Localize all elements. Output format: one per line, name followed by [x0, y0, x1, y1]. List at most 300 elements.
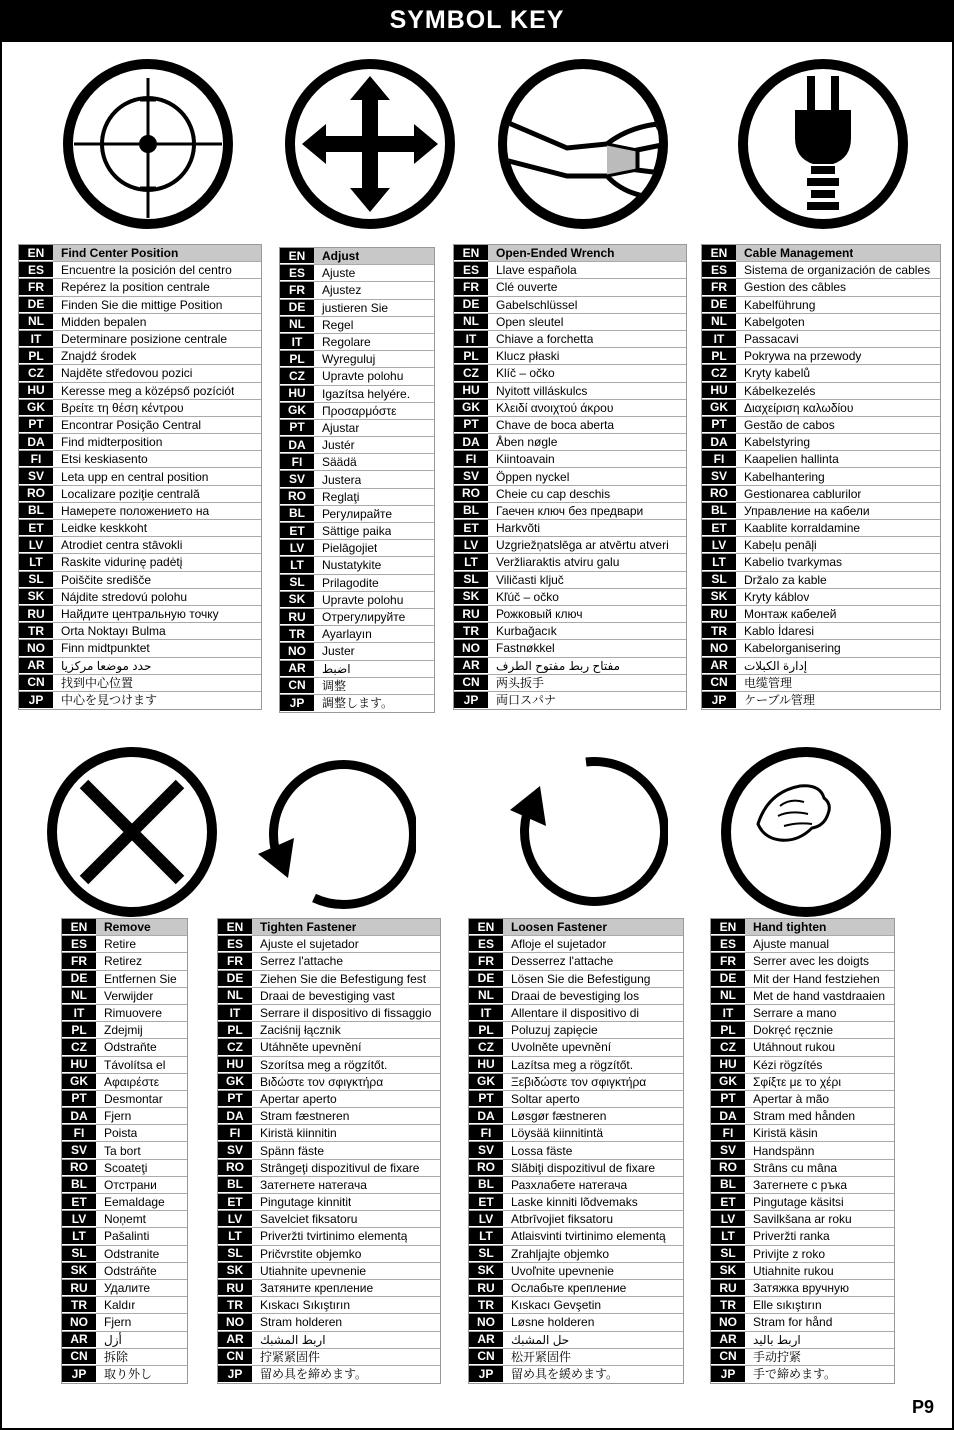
language-code: RU	[711, 1280, 745, 1296]
translation-text: Serrare a mano	[753, 1006, 837, 1021]
translation-text: Loosen Fastener	[511, 920, 608, 935]
table-row	[454, 520, 686, 537]
table-row	[280, 678, 434, 695]
translation-text: Držalo za kable	[744, 572, 827, 587]
language-code: SK	[62, 1263, 96, 1279]
language-code: GK	[454, 400, 488, 416]
language-code: SK	[702, 589, 736, 605]
language-code: HU	[454, 383, 488, 399]
table-row	[218, 1314, 440, 1331]
language-code: DE	[280, 300, 314, 316]
language-code: FI	[19, 451, 53, 467]
language-code: TR	[711, 1297, 745, 1313]
table-row	[62, 1022, 187, 1039]
table-row	[702, 434, 940, 451]
table-row	[711, 1057, 894, 1074]
language-code: FI	[469, 1125, 503, 1141]
language-code: FR	[280, 282, 314, 298]
table-row	[711, 1039, 894, 1056]
language-code: GK	[711, 1074, 745, 1090]
crosshair-icon	[62, 58, 234, 230]
translation-text: Προσαρμόστε	[322, 403, 397, 418]
table-row	[469, 1039, 683, 1056]
table-row	[454, 279, 686, 296]
translation-text: Laske kinniti lõdvemaks	[511, 1195, 638, 1210]
language-code: PL	[469, 1022, 503, 1038]
table-row	[702, 537, 940, 554]
table-row	[19, 383, 261, 400]
table-row	[469, 1280, 683, 1297]
translation-text: Odstráňte	[104, 1263, 157, 1278]
translation-text: Afloje el sujetador	[511, 937, 607, 952]
table-row	[469, 1332, 683, 1349]
language-code: FR	[702, 279, 736, 295]
language-code: CZ	[711, 1039, 745, 1055]
table-row	[702, 331, 940, 348]
table-row	[711, 1160, 894, 1177]
language-code: LT	[702, 554, 736, 570]
table-row	[702, 279, 940, 296]
translation-text: Finden Sie die mittige Position	[61, 297, 223, 312]
language-code: ET	[280, 523, 314, 539]
table-row	[711, 1246, 894, 1263]
translation-text: Remove	[104, 920, 151, 935]
table-row	[454, 537, 686, 554]
language-code: PL	[454, 348, 488, 364]
language-code: FI	[280, 454, 314, 470]
translation-text: Privijte z roko	[753, 1246, 826, 1261]
translation-text: Cheie cu cap deschis	[496, 486, 611, 501]
language-code: BL	[19, 503, 53, 519]
language-code: FI	[454, 451, 488, 467]
translation-text: Sistema de organización de cables	[744, 263, 931, 278]
language-code: AR	[702, 658, 736, 674]
translation-text: Fjern	[104, 1109, 132, 1124]
table-row	[702, 503, 940, 520]
language-code: LT	[280, 557, 314, 573]
table-row	[62, 988, 187, 1005]
table-row	[19, 589, 261, 606]
language-code: CN	[454, 675, 488, 691]
language-code: SK	[711, 1263, 745, 1279]
table-row	[454, 365, 686, 382]
language-code: CN	[19, 675, 53, 691]
table-row	[218, 1039, 440, 1056]
table-row	[702, 297, 940, 314]
table-row	[280, 609, 434, 626]
table-row	[280, 265, 434, 282]
translation-text: Eemaldage	[104, 1195, 165, 1210]
language-code: JP	[62, 1366, 96, 1383]
translation-text: Kiristä käsin	[753, 1126, 818, 1141]
translation-text: Gestion des câbles	[744, 280, 847, 295]
table-row	[469, 919, 683, 936]
table-row	[218, 1332, 440, 1349]
translation-text: Klucz płaski	[496, 349, 560, 364]
language-code: PL	[62, 1022, 96, 1038]
translation-text: Serrez l'attache	[260, 954, 343, 969]
translation-text: Ajustez	[322, 283, 362, 298]
translation-text: Slăbiţi dispozitivul de fixare	[511, 1160, 656, 1175]
table-row	[218, 1246, 440, 1263]
language-code: SL	[469, 1246, 503, 1262]
language-code: HU	[218, 1057, 252, 1073]
table-row	[62, 1211, 187, 1228]
translation-text: Dokręć ręcznie	[753, 1023, 834, 1038]
language-code: PL	[711, 1022, 745, 1038]
table-find-center	[18, 244, 262, 710]
translation-text: Ta bort	[104, 1143, 141, 1158]
translation-text: Llave española	[496, 263, 577, 278]
table-row	[702, 554, 940, 571]
translation-text: Nájdite stredovú polohu	[61, 589, 188, 604]
language-code: SV	[19, 468, 53, 484]
translation-text: Tighten Fastener	[260, 920, 357, 935]
language-code: PT	[280, 420, 314, 436]
language-code: PL	[19, 348, 53, 364]
language-code: NO	[280, 643, 314, 659]
language-code: FI	[702, 451, 736, 467]
language-code: ET	[711, 1194, 745, 1210]
language-code: SL	[280, 575, 314, 591]
table-row	[19, 417, 261, 434]
table-row	[218, 936, 440, 953]
table-row	[62, 1074, 187, 1091]
translation-text: Mit der Hand festziehen	[753, 971, 880, 986]
table-row	[19, 245, 261, 262]
translation-text: Desserrez l'attache	[511, 954, 614, 969]
table-row	[702, 417, 940, 434]
translation-text: Leidke keskkoht	[61, 521, 148, 536]
translation-text: Kaldır	[104, 1298, 136, 1313]
language-code: RO	[702, 486, 736, 502]
translation-text: Apertar à mão	[753, 1091, 830, 1106]
table-row	[469, 1142, 683, 1159]
translation-text: Ослабьте крепление	[511, 1281, 627, 1296]
table-row	[280, 557, 434, 574]
translation-text: Kryty káblov	[744, 589, 810, 604]
table-row	[218, 971, 440, 988]
translation-text: Poiščite središče	[61, 572, 152, 587]
language-code: IT	[19, 331, 53, 347]
table-row	[702, 365, 940, 382]
language-code: TR	[280, 626, 314, 642]
language-code: ES	[280, 265, 314, 281]
language-code: LV	[62, 1211, 96, 1227]
translation-text: Затегнете натегача	[260, 1177, 367, 1192]
translation-text: Sättige paika	[322, 524, 392, 539]
translation-text: Kabeļu penāļi	[744, 538, 817, 553]
translation-text: Regolare	[322, 335, 371, 350]
translation-text: 找到中心位置	[61, 675, 134, 690]
table-adjust	[279, 247, 435, 713]
language-code: ES	[218, 936, 252, 952]
language-code: DE	[19, 297, 53, 313]
translation-text: Намерете положението на	[61, 503, 210, 518]
table-row	[469, 953, 683, 970]
table-row	[280, 403, 434, 420]
translation-text: Pokrywa na przewody	[744, 349, 862, 364]
language-code: EN	[280, 248, 314, 264]
table-row	[62, 953, 187, 970]
translation-text: Midden bepalen	[61, 314, 147, 329]
table-row	[469, 1263, 683, 1280]
language-code: SV	[62, 1142, 96, 1158]
language-code: HU	[702, 383, 736, 399]
table-row	[711, 919, 894, 936]
table-row	[19, 279, 261, 296]
translation-text: 电缆管理	[744, 675, 793, 690]
translation-text: Najděte středovou pozici	[61, 366, 193, 381]
language-code: BL	[702, 503, 736, 519]
table-row	[469, 1160, 683, 1177]
language-code: LV	[280, 540, 314, 556]
language-code: RU	[218, 1280, 252, 1296]
translation-text: Justera	[322, 472, 362, 487]
table-row	[711, 1280, 894, 1297]
translation-text: Kablo İdaresi	[744, 624, 815, 639]
table-row	[19, 520, 261, 537]
table-row	[218, 988, 440, 1005]
language-code: NL	[711, 988, 745, 1004]
translation-text: Upravte polohu	[322, 369, 404, 384]
language-code: SV	[454, 468, 488, 484]
translation-text: 留め具を緩めます。	[511, 1367, 619, 1382]
table-row	[280, 661, 434, 678]
translation-text: 拆除	[104, 1349, 129, 1364]
language-code: SV	[218, 1142, 252, 1158]
translation-text: Kabelgoten	[744, 314, 805, 329]
hand-tighten-icon	[720, 746, 892, 918]
translation-text: Serrare il dispositivo di fissaggio	[260, 1006, 432, 1021]
language-code: ES	[711, 936, 745, 952]
language-code: SL	[19, 572, 53, 588]
language-code: FR	[218, 953, 252, 969]
translation-text: Затяните крепление	[260, 1281, 374, 1296]
table-row	[280, 471, 434, 488]
language-code: LV	[702, 537, 736, 553]
table-row	[62, 971, 187, 988]
translation-text: Pingutage kinnitit	[260, 1195, 352, 1210]
language-code: CZ	[218, 1039, 252, 1055]
translation-text: Ayarlayın	[322, 627, 372, 642]
translation-text: Gestionarea cablurilor	[744, 486, 862, 501]
language-code: JP	[702, 692, 736, 709]
translation-text: Kaapelien hallinta	[744, 452, 839, 467]
table-row	[711, 1297, 894, 1314]
language-code: LV	[19, 537, 53, 553]
translation-text: Nustatykite	[322, 558, 382, 573]
plug-icon	[737, 58, 909, 230]
table-row	[469, 1349, 683, 1366]
translation-text: Justér	[322, 438, 355, 453]
table-row	[469, 971, 683, 988]
translation-text: Gestão de cabos	[744, 417, 835, 432]
translation-text: Pašalinti	[104, 1229, 150, 1244]
translation-text: Βιδώστε τον σφιγκτήρα	[260, 1074, 384, 1089]
translation-text: Kaablite korraldamine	[744, 521, 861, 536]
translation-text: 拧紧紧固件	[260, 1349, 321, 1364]
table-row	[702, 314, 940, 331]
translation-text: Szorítsa meg a rögzítőt.	[260, 1057, 388, 1072]
table-row	[469, 1366, 683, 1383]
translation-text: Poista	[104, 1126, 138, 1141]
table-row	[19, 640, 261, 657]
translation-text: Säädä	[322, 455, 357, 470]
translation-text: Retire	[104, 937, 137, 952]
translation-text: Zdejmij	[104, 1023, 143, 1038]
table-row	[62, 1160, 187, 1177]
table-row	[711, 1211, 894, 1228]
language-code: LT	[62, 1228, 96, 1244]
table-row	[454, 572, 686, 589]
table-row	[711, 1314, 894, 1331]
translation-text: Nyitott villáskulcs	[496, 383, 588, 398]
translation-text: Σφίξτε με το χέρι	[753, 1074, 841, 1089]
translation-text: 手で締めます。	[753, 1367, 837, 1382]
language-code: BL	[469, 1177, 503, 1193]
language-code: CZ	[469, 1039, 503, 1055]
language-code: SL	[711, 1246, 745, 1262]
language-code: PT	[702, 417, 736, 433]
language-code: IT	[280, 334, 314, 350]
language-code: IT	[218, 1005, 252, 1021]
translation-text: Raskite vidurinę padėtį	[61, 555, 183, 570]
translation-text: Regel	[322, 317, 354, 332]
translation-text: Priveržti tvirtinimo elementą	[260, 1229, 408, 1244]
language-code: EN	[702, 245, 736, 261]
language-code: SK	[218, 1263, 252, 1279]
language-code: EN	[62, 919, 96, 935]
language-code: SV	[280, 471, 314, 487]
translation-text: Priveržti ranka	[753, 1229, 830, 1244]
language-code: DE	[469, 971, 503, 987]
translation-text: Adjust	[322, 249, 360, 264]
translation-text: Finn midtpunktet	[61, 641, 150, 656]
language-code: LT	[19, 554, 53, 570]
translation-text: Ξεβιδώστε τον σφιγκτήρα	[511, 1074, 647, 1089]
translation-text: Strâns cu mâna	[753, 1160, 838, 1175]
table-row	[218, 1194, 440, 1211]
translation-text: Pričvrstite objemko	[260, 1246, 362, 1261]
table-row	[454, 503, 686, 520]
table-row	[218, 1091, 440, 1108]
translation-text: Távolítsa el	[104, 1057, 166, 1072]
translation-text: Utiahnite upevnenie	[260, 1263, 367, 1278]
table-row	[218, 1125, 440, 1142]
table-row	[280, 575, 434, 592]
table-row	[711, 1194, 894, 1211]
table-row	[469, 1022, 683, 1039]
language-code: DA	[711, 1108, 745, 1124]
language-code: DE	[454, 297, 488, 313]
table-row	[454, 606, 686, 623]
table-row	[19, 451, 261, 468]
table-row	[469, 1246, 683, 1263]
table-row	[280, 626, 434, 643]
translation-text: Отстрани	[104, 1177, 157, 1192]
table-row	[711, 1142, 894, 1159]
language-code: RO	[62, 1160, 96, 1176]
language-code: NL	[62, 988, 96, 1004]
language-code: IT	[702, 331, 736, 347]
language-code: FR	[454, 279, 488, 295]
language-code: DE	[711, 971, 745, 987]
language-code: SL	[218, 1246, 252, 1262]
table-row	[280, 420, 434, 437]
table-row	[19, 262, 261, 279]
language-code: CN	[218, 1349, 252, 1365]
table-row	[711, 1108, 894, 1125]
language-code: JP	[19, 692, 53, 709]
table-row	[454, 554, 686, 571]
translation-text: Open sleutel	[496, 314, 564, 329]
language-code: PT	[218, 1091, 252, 1107]
table-row	[62, 1177, 187, 1194]
language-code: FI	[711, 1125, 745, 1141]
translation-text: Utáhnout rukou	[753, 1040, 836, 1055]
table-row	[454, 400, 686, 417]
table-row	[702, 520, 940, 537]
language-code: FR	[711, 953, 745, 969]
language-code: ET	[702, 520, 736, 536]
table-row	[218, 1263, 440, 1280]
table-row	[280, 592, 434, 609]
table-row	[218, 1022, 440, 1039]
translation-text: Orta Noktayı Bulma	[61, 624, 166, 639]
translation-text: Åben nøgle	[496, 435, 558, 450]
language-code: PT	[19, 417, 53, 433]
language-code: RU	[454, 606, 488, 622]
translation-text: Uvolněte upevnění	[511, 1040, 612, 1055]
translation-text: Strângeţi dispozitivul de fixare	[260, 1160, 420, 1175]
table-row	[19, 554, 261, 571]
translation-text: Kabelhantering	[744, 469, 825, 484]
language-code: IT	[62, 1005, 96, 1021]
translation-text: Veržliaraktis atviru galu	[496, 555, 620, 570]
translation-text: Затяжка вручную	[753, 1281, 849, 1296]
table-row	[711, 936, 894, 953]
table-row	[62, 1246, 187, 1263]
table-row	[19, 331, 261, 348]
language-code: DA	[702, 434, 736, 450]
table-row	[469, 988, 683, 1005]
table-row	[711, 988, 894, 1005]
table-row	[62, 936, 187, 953]
language-code: ET	[218, 1194, 252, 1210]
language-code: NL	[469, 988, 503, 1004]
language-code: BL	[280, 506, 314, 522]
translation-text: Stram fæstneren	[260, 1109, 350, 1124]
language-code: RO	[218, 1160, 252, 1176]
language-code: RO	[280, 489, 314, 505]
language-code: FR	[19, 279, 53, 295]
table-row	[62, 1314, 187, 1331]
language-code: ES	[19, 262, 53, 278]
language-code: TR	[702, 623, 736, 639]
language-code: NL	[702, 314, 736, 330]
translation-text: Serrer avec les doigts	[753, 954, 870, 969]
translation-text: Hand tighten	[753, 920, 827, 935]
table-row	[19, 692, 261, 709]
translation-text: Kábelkezelés	[744, 383, 816, 398]
translation-text: Atbrīvojiet fiksatoru	[511, 1212, 614, 1227]
language-code: ET	[454, 520, 488, 536]
language-code: JP	[218, 1366, 252, 1383]
language-code: EN	[19, 245, 53, 261]
language-code: PT	[454, 417, 488, 433]
table-row	[702, 675, 940, 692]
